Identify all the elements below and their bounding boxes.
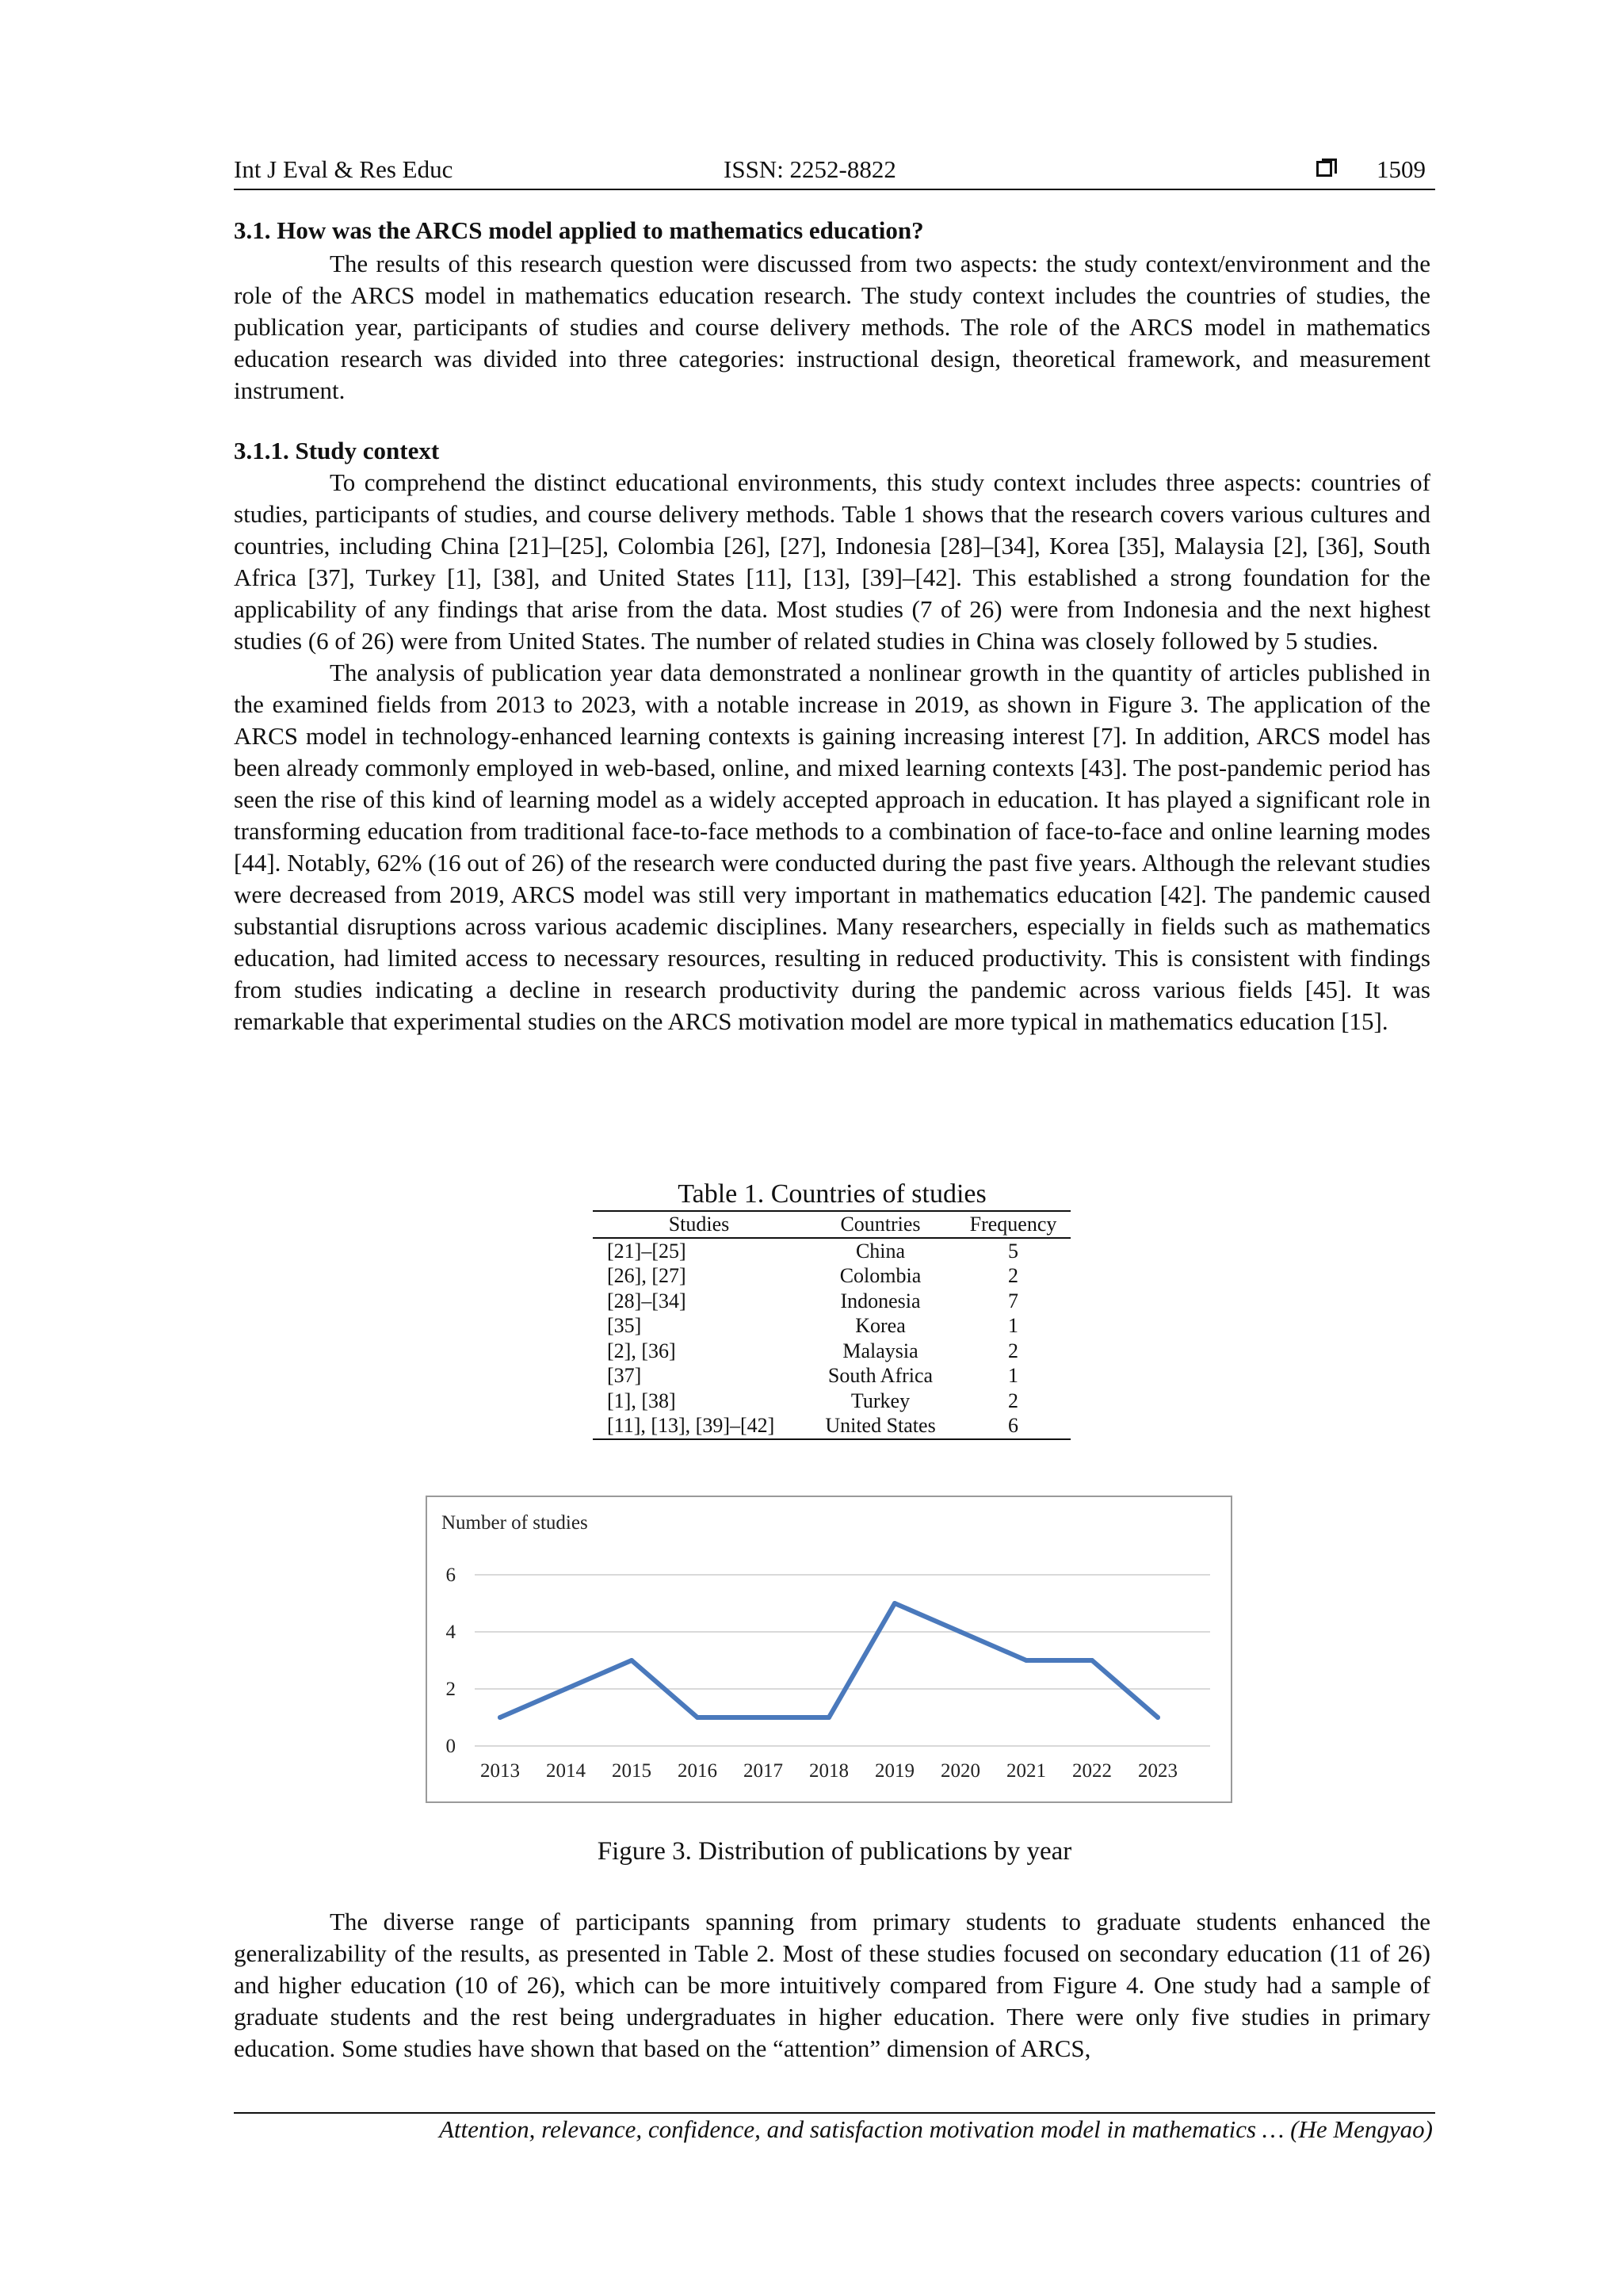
table-cell: Turkey xyxy=(850,1389,911,1412)
table-cell: Indonesia xyxy=(840,1289,921,1312)
chart-data-point xyxy=(958,1629,963,1634)
chart-x-tick-label: 2021 xyxy=(1006,1760,1046,1782)
journal-name: Int J Eval & Res Educ xyxy=(234,155,453,183)
section-311-paragraph-1: To comprehend the distinct educational environments, this study context includes three aspects: countries of studies, participants of studies, and course delivery methods. Table 1 shows that the research covers various cultures and countries, including China [21]–[25], Colombia [26], [27], Indonesia [28]–[34], Korea [35], Malaysia [2], [36], South Africa [37], Turkey [1], [38], and United States [11], [13], [39]–[42]. This established a strong foundation for the applicability of any findings that arise from the data. Most studies (7 of 26) were from Indonesia and the next highest studies (6 of 26) were from United States. The number of related studies in China was closely followed by 5 studies. xyxy=(234,468,1430,655)
table-cell: 1 xyxy=(1008,1314,1018,1337)
chart-data-point xyxy=(629,1658,634,1663)
chart-data-point xyxy=(563,1687,568,1691)
table-row xyxy=(593,1413,1071,1439)
chart-x-tick-label: 2013 xyxy=(480,1760,520,1782)
footer-rule xyxy=(234,2112,1435,2114)
chart-x-tick-label: 2014 xyxy=(546,1760,586,1782)
table-cell: United States xyxy=(805,1413,956,1439)
table-cell: 7 xyxy=(1008,1289,1018,1312)
table-cell: Colombia xyxy=(839,1264,922,1287)
table-cell: [11], [13], [39]–[42] xyxy=(593,1413,805,1439)
header-rule xyxy=(234,189,1435,190)
chart-x-tick-label: 2016 xyxy=(678,1760,717,1782)
table-cell: 6 xyxy=(956,1413,1071,1439)
table-cell: 1 xyxy=(1008,1364,1018,1387)
chart-data-point xyxy=(761,1715,766,1720)
page-box-icon xyxy=(1316,161,1332,177)
table-row xyxy=(593,1363,1071,1389)
issn: ISSN: 2252-8822 xyxy=(724,155,896,183)
chart-data-point xyxy=(695,1715,700,1720)
table-cell: [28]–[34] xyxy=(607,1289,686,1312)
table-row xyxy=(593,1289,1071,1314)
chart-x-tick-label: 2019 xyxy=(875,1760,915,1782)
table-cell: South Africa xyxy=(827,1364,934,1387)
table-caption: Table 1. Countries of studies xyxy=(678,1179,987,1209)
chart-data-point xyxy=(1090,1658,1094,1663)
chart-x-tick-label: 2020 xyxy=(941,1760,980,1782)
section-31-heading: 3.1. How was the ARCS model applied to mathematics education? xyxy=(234,216,924,244)
closing-paragraph: The diverse range of participants spanning from primary students to graduate students enhanced the generalizability of the results, as presented in Table 2. Most of these studies focused on secondary education (11 of 26) and higher education (10 of 26), which can be more intuitively compared from Figure 4. One study had a sample of graduate students and the rest being undergraduates in higher education. There were only five studies in primary education. Some studies have shown that based on the “attention” dimension of ARCS, xyxy=(234,1908,1430,2062)
chart-x-tick-label: 2015 xyxy=(612,1760,651,1782)
chart-y-axis-label: Number of studies xyxy=(441,1512,588,1534)
chart-data-point xyxy=(827,1715,831,1720)
chart-data-point xyxy=(892,1601,897,1606)
chart-x-tick-label: 2022 xyxy=(1072,1760,1112,1782)
table-row xyxy=(593,1263,1071,1289)
table-row xyxy=(593,1313,1071,1339)
footer-text: Attention, relevance, confidence, and satisfaction motivation model in mathematics … (He Mengyao) xyxy=(438,2115,1433,2143)
table-cell: [37] xyxy=(607,1364,642,1387)
table-header-row xyxy=(593,1211,1071,1238)
chart-data-point xyxy=(1155,1715,1160,1720)
chart-y-tick-label: 2 xyxy=(445,1679,456,1700)
chart-series xyxy=(498,1601,1160,1720)
table-cell: 5 xyxy=(1008,1239,1018,1263)
table-cell: China xyxy=(855,1239,906,1263)
table-cell: Malaysia xyxy=(842,1339,918,1362)
table-row xyxy=(593,1238,1071,1264)
closing-body xyxy=(234,1906,1430,2065)
chart-x-ticks xyxy=(480,1760,1178,1782)
chart-data-point xyxy=(1024,1658,1029,1663)
section-311-paragraph-2: The analysis of publication year data demonstrated a nonlinear growth in the quantity of articles published in the examined fields from 2013 to 2023, with a notable increase in 2019, as shown in Figure 3. The application of the ARCS model in technology-enhanced learning contexts is gaining increasing interest [7]. In addition, ARCS model has been already commonly employed in web-based, online, and mixed learning contexts [43]. The post-pandemic period has seen the rise of this kind of learning model as a widely accepted approach in education. It has played a significant role in transforming education from traditional face-to-face methods to a combination of face-to-face and online learning modes [44]. Notably, 62% (16 out of 26) of the research were conducted during the past five years. Although the relevant studies were decreased from 2019, ARCS model was still very important in mathematics education [42]. The pandemic caused substantial disruptions across various academic disciplines. Many researchers, especially in fields such as mathematics education, had limited access to necessary resources, resulting in reduced productivity. This is consistent with findings from studies indicating a decline in research productivity during the pandemic across various fields [45]. It was remarkable that experimental studies on the ARCS motivation model are more typical in mathematics education [15]. xyxy=(234,659,1430,1035)
section-311-body xyxy=(234,467,1430,1037)
table-header-cell: Countries xyxy=(805,1211,956,1238)
chart-x-tick-label: 2017 xyxy=(743,1760,783,1782)
table-cell: 2 xyxy=(1008,1389,1018,1412)
table-cell: 2 xyxy=(1008,1339,1018,1362)
table-cell: [21]–[25] xyxy=(607,1239,686,1263)
chart-x-tick-label: 2018 xyxy=(809,1760,849,1782)
table-header-cell: Frequency xyxy=(956,1211,1071,1238)
table-cell: [1], [38] xyxy=(607,1389,676,1412)
chart-grid xyxy=(475,1575,1210,1746)
section-311-heading: 3.1.1. Study context xyxy=(234,437,440,464)
table-cell: 2 xyxy=(1008,1264,1018,1287)
table-cell: Korea xyxy=(855,1314,906,1337)
chart-y-tick-label: 0 xyxy=(445,1736,456,1757)
table-row xyxy=(593,1339,1071,1364)
chart-data-point xyxy=(498,1715,502,1720)
figure-caption: Figure 3. Distribution of publications by year xyxy=(597,1837,1072,1866)
chart-y-tick-label: 4 xyxy=(445,1622,456,1643)
page-number: 1509 xyxy=(1377,155,1426,183)
table-header-cell: Studies xyxy=(593,1211,805,1238)
chart-series-line xyxy=(500,1603,1158,1717)
table-cell: [26], [27] xyxy=(607,1264,686,1287)
section-31-body xyxy=(234,248,1430,407)
chart-x-tick-label: 2023 xyxy=(1138,1760,1178,1782)
chart-y-tick-label: 6 xyxy=(445,1564,456,1586)
table-row xyxy=(593,1389,1071,1414)
table-cell: [2], [36] xyxy=(607,1339,676,1362)
section-31-paragraph: The results of this research question were discussed from two aspects: the study context/environment and the role of the ARCS model in mathematics education research. The study context includes the countries of studies, the publication year, participants of studies and course delivery methods. The role of the ARCS model in mathematics education research was divided into three categories: instructional design, theoretical framework, and measurement instrument. xyxy=(234,250,1430,404)
publications-line-chart xyxy=(426,1496,1232,1803)
table-cell: [35] xyxy=(607,1314,642,1337)
countries-table xyxy=(593,1210,1071,1440)
chart-y-ticks xyxy=(446,1564,456,1757)
